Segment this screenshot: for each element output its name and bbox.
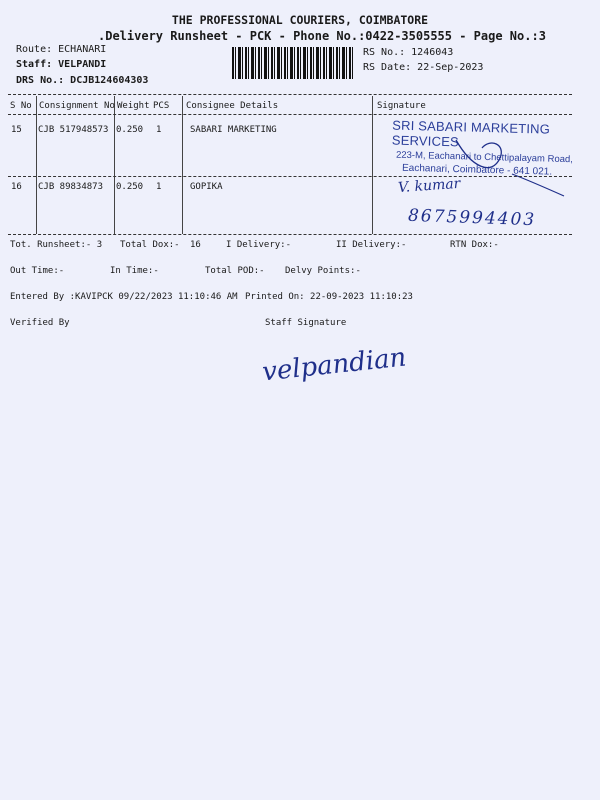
column-divider — [182, 96, 183, 234]
staff-signature: velpandian — [260, 342, 408, 388]
in-time: In Time:- — [110, 266, 159, 276]
verified-by: Verified By — [10, 318, 70, 328]
tot-runsheet: Tot. Runsheet:- 3 — [10, 240, 103, 250]
row-pcs: 1 — [156, 125, 162, 135]
runsheet-subtitle: .Delivery Runsheet - PCK - Phone No.:0422-3505555 - Page No.:3 — [98, 29, 546, 43]
ii-delivery: II Delivery:- — [336, 240, 407, 250]
row-sno: 16 — [11, 182, 22, 192]
stamp-line: SRI SABARI MARKETING SERVICES — [391, 117, 551, 150]
rtn-dox: RTN Dox:- — [450, 240, 499, 250]
column-header: Consignment No — [39, 101, 115, 111]
total-dox-label: Total Dox:- — [120, 240, 180, 250]
row-weight: 0.250 — [116, 182, 144, 192]
column-header: Consignee Details — [186, 101, 279, 111]
column-divider — [36, 96, 37, 234]
divider — [8, 94, 572, 95]
column-header: S No — [10, 101, 32, 111]
staff-label: Staff: VELPANDI — [16, 59, 107, 70]
delvy-points: Delvy Points:- — [285, 266, 361, 276]
row-consignee: GOPIKA — [190, 182, 223, 192]
barcode — [232, 47, 355, 79]
drs-number: DRS No.: DCJB124604303 — [16, 75, 149, 86]
column-header: Weight — [117, 101, 150, 111]
staff-signature-label: Staff Signature — [265, 318, 347, 328]
stamp-line: 223-M, Eachanari to Chettipalayam Road, — [395, 149, 574, 166]
out-time: Out Time:- — [10, 266, 65, 276]
total-pod: Total POD:- — [205, 266, 265, 276]
divider — [8, 176, 572, 177]
divider — [8, 114, 572, 115]
rs-number: RS No.: 1246043 — [363, 47, 454, 58]
row-pcs: 1 — [156, 182, 162, 192]
rs-date: RS Date: 22-Sep-2023 — [363, 62, 484, 73]
column-header: Signature — [377, 101, 426, 111]
divider — [8, 234, 572, 235]
row-weight: 0.250 — [116, 125, 144, 135]
row-sno: 15 — [11, 125, 22, 135]
recipient-signature: V. kumar — [397, 175, 461, 197]
company-title: THE PROFESSIONAL COURIERS, COIMBATORE — [171, 13, 429, 27]
column-header: PCS — [153, 101, 170, 111]
stamp-line: Eachanari, Coimbatore - 641 021. — [401, 162, 553, 178]
row-consignee: SABARI MARKETING — [190, 125, 277, 135]
total-dox-value: 16 — [190, 240, 201, 250]
row-consignment: CJB 517948573 — [38, 125, 109, 135]
printed-on: Printed On: 22-09-2023 11:10:23 — [245, 292, 413, 302]
entered-by: Entered By :KAVIPCK 09/22/2023 11:10:46 AM — [10, 292, 238, 302]
route-label: Route: ECHANARI — [16, 44, 107, 55]
column-divider — [114, 96, 115, 234]
row-consignment: CJB 89834873 — [38, 182, 104, 192]
recipient-phone: 8675994403 — [407, 205, 537, 231]
i-delivery: I Delivery:- — [226, 240, 292, 250]
